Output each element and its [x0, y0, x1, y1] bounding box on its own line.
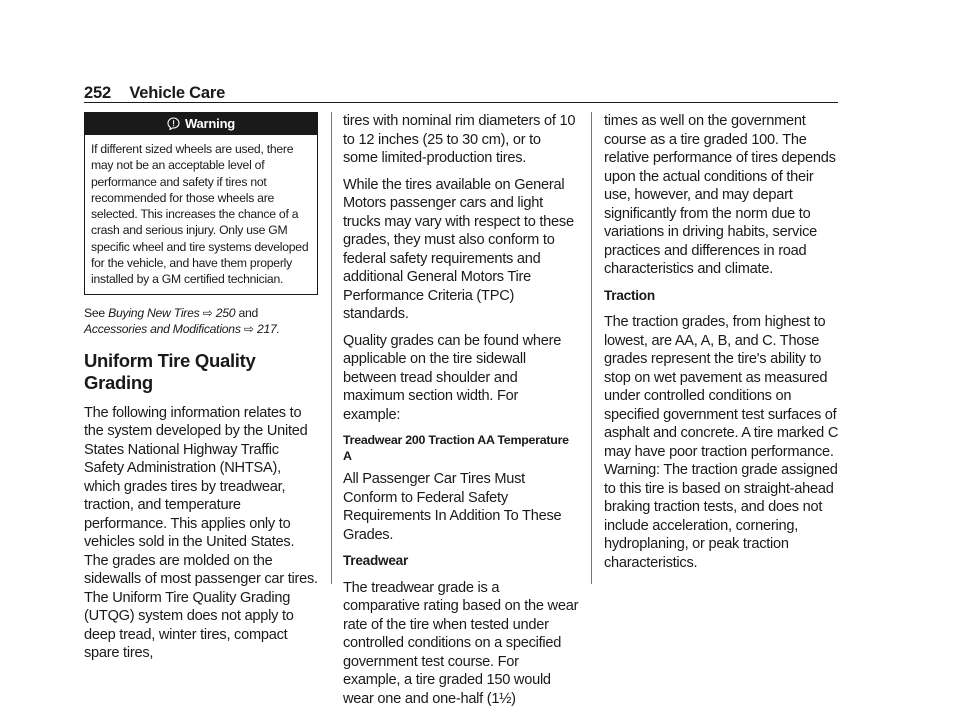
column-3 — [604, 112, 840, 580]
column-1 — [84, 108, 320, 671]
link-buying-new-tires[interactable]: Buying New Tires — [108, 305, 200, 320]
page-ref-arrow-icon: ⇨ — [243, 322, 254, 337]
column-divider-1 — [331, 112, 332, 584]
paragraph: The treadwear grade is a comparative rating based on the wear rate of the tire when tested under controlled conditions on a specified government test course. For example, a tire graded 150 would wear one and one-half (1½) — [343, 579, 579, 707]
grade-example: Treadwear 200 Traction AA Temperature A — [343, 433, 569, 463]
warning-title: Warning — [184, 116, 236, 131]
page-ref-2[interactable]: 217 — [256, 322, 277, 337]
paragraph: The following information relates to the system developed by the United States National Highway Traffic Safety Administration (NHTSA), which grades tires by treadwear, traction, and temperature performance. This applies only to vehicles sold in the United States. The grades are molded on the sidewalls of most passenger car tires. The Uniform Tire Quality Grading (UTQG) system does not apply to deep tread, winter tires, compact spare tires, — [84, 404, 318, 662]
section-name: Vehicle Care — [129, 84, 226, 102]
traction-heading: Traction — [604, 287, 655, 303]
warning-box — [84, 112, 318, 295]
page-number: 252 — [84, 84, 111, 102]
paragraph: All Passenger Car Tires Must Conform to Federal Safety Requirements In Addition To These Grades. — [343, 471, 562, 543]
column-divider-2 — [591, 112, 592, 584]
link-accessories-modifications[interactable]: Accessories and Modifications — [84, 322, 241, 337]
warning-text: If different sized wheels are used, there may not be an acceptable level of performance and safety if tires not recommended for those wheels are selected. This increases the chance of a crash and serious injury. Only use GM specific wheel and tire systems developed for the vehicle, and have them properly installed by a GM certified technician. — [91, 142, 309, 287]
warning-header — [85, 113, 317, 135]
paragraph: Quality grades can be found where applicable on the tire sidewall between tread shoulder and maximum section width. For example: — [343, 332, 562, 423]
treadwear-heading: Treadwear — [343, 553, 409, 568]
header-rule — [84, 102, 838, 103]
paragraph: The traction grades, from highest to lowest, are AA, A, B, and C. Those grades represent the tire's ability to stop on wet pavement as measured under controlled conditions on specified government test surfaces of asphalt and concrete. A tire marked C may have poor traction performance. Warning: The traction grade assigned to this tire is based on straight-ahead braking traction tests, and does not include acceleration, cornering, hydroplaning, or peak traction characteristics. — [604, 314, 839, 571]
page-ref-1[interactable]: 250 — [215, 305, 236, 320]
column-2 — [343, 112, 579, 716]
page-header — [84, 84, 838, 104]
see-also: See Buying New Tires ⇨ 250 and Accessories and Modifications ⇨ 217. — [84, 305, 280, 337]
paragraph: times as well on the government course as a tire graded 100. The relative performance of tires depends upon the actual conditions of their use, however, and may depart significantly from the norm due to variations in driving habits, service practices and differences in road characteristics and climate. — [604, 113, 836, 277]
section-title: Uniform Tire Quality Grading — [84, 349, 256, 393]
paragraph: While the tires available on General Motors passenger cars and light trucks may vary with respect to these grades, they must also conform to federal safety requirements and additional General Motors Tire Performance Criteria (TPC) standards. — [343, 176, 574, 322]
paragraph: tires with nominal rim diameters of 10 to 12 inches (25 to 30 cm), or to some limited-production tires. — [343, 113, 576, 166]
warning-icon — [167, 113, 180, 135]
page-ref-arrow-icon: ⇨ — [202, 305, 213, 320]
